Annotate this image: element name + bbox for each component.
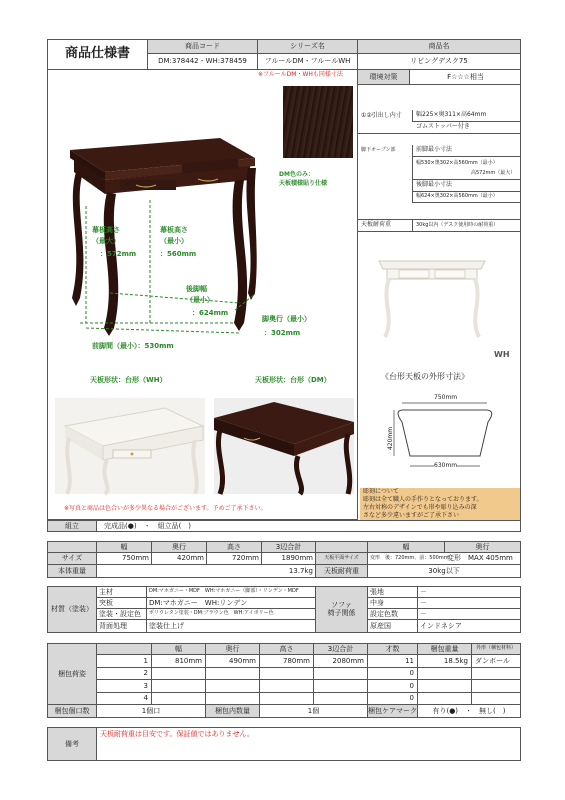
packing-cell-cube: 0 xyxy=(368,680,418,693)
product-name: リビングデスク75 xyxy=(410,57,468,66)
packing-cell-n: 2 xyxy=(97,668,152,681)
packing-cell-sum xyxy=(314,693,368,706)
dims-note: ※フルールDM・WHも同様寸法 xyxy=(258,71,343,78)
outline-top: 750mm xyxy=(434,394,458,401)
inner-label: 梱包内数量 xyxy=(206,705,260,717)
sofa-v-2: － xyxy=(418,609,520,620)
packing-cell-sum: 2080mm xyxy=(314,655,368,668)
assembly-label: 組立 xyxy=(48,521,97,531)
top-load-value: 30kg以下 xyxy=(428,566,460,575)
top-size-h-d: 奥行 xyxy=(445,542,520,553)
material-k-1: 突板 xyxy=(97,598,147,609)
size-sum: 1890mm xyxy=(262,553,316,565)
front-leg-2: 高572mm（最大） xyxy=(413,169,521,180)
carving-line-3: さなど多少違いますがご了承下さい xyxy=(363,512,460,519)
sofa-label-2: 椅子関係 xyxy=(327,609,356,618)
packing-cell-mat xyxy=(472,668,520,681)
series-name: フルールDM・フルールWH xyxy=(258,54,358,69)
outline-bottom: 630mm xyxy=(434,462,458,469)
packing-cell-sum xyxy=(314,680,368,693)
front-leg-1: 幅530×奥302×高560mm（最小） xyxy=(416,159,498,166)
sofa-v-1: － xyxy=(418,598,520,609)
drawer-label: ①②引出し内寸 xyxy=(358,110,413,122)
packing-cell-d xyxy=(206,680,260,693)
drawer-value: 幅225×奥311×高64mm xyxy=(413,110,521,122)
size-h-w: 幅 xyxy=(97,542,152,553)
packing-cell-d xyxy=(206,693,260,706)
pack-count-label: 梱包個口数 xyxy=(48,705,97,717)
front-height-label-2: （最大） xyxy=(92,237,120,245)
series-label: シリーズ名 xyxy=(258,40,358,54)
size-h-h: 高さ xyxy=(207,542,262,553)
packing-cell-h xyxy=(260,693,314,706)
packing-h-cube: 才数 xyxy=(368,644,418,655)
packing-cell-h xyxy=(260,680,314,693)
packing-cell-mat xyxy=(472,680,520,693)
top-size-h-w: 幅 xyxy=(368,542,445,553)
top-size-corner xyxy=(316,542,368,553)
top-size-label: 天板平面サイズ xyxy=(316,553,368,565)
top-size-sub: 変形 後：720mm、前：500mm xyxy=(368,553,445,565)
mid-height-value: ：560mm xyxy=(160,250,197,258)
open-label: 脚下オープン部 xyxy=(358,145,413,157)
load-label: 天板耐荷重 xyxy=(358,219,413,232)
wh-label: WH xyxy=(494,350,510,359)
product-name-label: 商品名 xyxy=(358,40,520,54)
assembly-value: 完成品(●) ・ 組立品( ) xyxy=(104,521,192,530)
outline-title: 《台形天板の外形寸法》 xyxy=(381,372,469,381)
rear-width-value: ：624mm xyxy=(192,309,229,317)
top-shape-dm: 天板形状：台形（DM） xyxy=(255,376,331,384)
material-k-0: 主材 xyxy=(97,587,147,598)
front-height-label-1: 幕板高さ xyxy=(92,226,120,234)
size-h-sum: 3辺合計 xyxy=(262,542,316,553)
size-corner xyxy=(48,542,97,553)
load-value: 30kg以内（デスク使用時の耐荷重） xyxy=(413,219,521,232)
doc-title: 商品仕様書 xyxy=(48,40,148,69)
packing-cell-weight xyxy=(418,668,472,681)
packing-cell-w xyxy=(152,693,206,706)
packing-cell-sum xyxy=(314,668,368,681)
product-code-label: 商品コード xyxy=(148,40,258,54)
size-label: サイズ xyxy=(48,553,97,565)
packing-cell-d: 490mm xyxy=(206,655,260,668)
drawer-note: ゴムストッパー付き xyxy=(413,122,521,134)
top-shape-wh: 天板形状：台形（WH） xyxy=(90,376,167,384)
weight-value: 13.7kg xyxy=(97,565,316,577)
material-v-0: DM:マホガニー・MDF WH:マホガニー（脚部）・リンデン・MDF xyxy=(147,587,316,598)
sofa-k-2: 設定色数 xyxy=(368,609,418,620)
rear-leg-1: 幅624×奥302×高560mm（最小） xyxy=(413,192,521,203)
swatch-caption-2: 天板積様貼り仕様 xyxy=(279,180,328,187)
sofa-k-3: 原産国 xyxy=(368,620,418,632)
weight-label: 本体重量 xyxy=(48,565,97,577)
desk-wh-photo xyxy=(55,398,205,494)
packing-cell-weight: 18.5kg xyxy=(418,655,472,668)
packing-cell-n: 3 xyxy=(97,680,152,693)
product-code: DM:378442・WH:378459 xyxy=(148,54,258,69)
outline-side: 420mm xyxy=(387,426,395,451)
sofa-label-1: ソファ xyxy=(331,601,352,609)
packing-h-weight: 梱包重量 xyxy=(418,644,472,655)
sofa-v-3: インドネシア xyxy=(420,621,462,630)
material-label: 材質（塗装） xyxy=(48,587,97,632)
front-width-label: 前脚間（最小）：530mm xyxy=(92,342,174,350)
wood-swatch xyxy=(283,86,353,158)
desk-wh-small-photo xyxy=(373,247,491,337)
swatch-caption-1: DM色のみ： xyxy=(279,171,314,178)
front-leg-label: 前脚最小寸法 xyxy=(413,145,521,157)
depth-label: 脚奥行（最小） xyxy=(262,315,311,323)
size-w: 750mm xyxy=(97,553,152,565)
remarks-text: 天板耐荷重は目安です。保証値ではありません。 xyxy=(100,730,254,738)
packing-cell-cube: 11 xyxy=(368,655,418,668)
carving-line-2: 左右対称のデザインでも形や彫り込みの深 xyxy=(363,504,477,511)
material-v-3: 塗装仕上げ xyxy=(147,620,316,632)
env-label: 環境対策 xyxy=(358,70,410,85)
carving-title: 彫刻について xyxy=(363,488,399,495)
packing-h-mat: 外形（梱包材料） xyxy=(472,644,520,655)
drawer-row-rule xyxy=(358,133,413,134)
inner-count: 1個 xyxy=(260,705,368,717)
packing-h-w: 幅 xyxy=(152,644,206,655)
top-load-label: 天板耐荷重 xyxy=(316,565,368,577)
material-k-2: 塗装・設定色 xyxy=(97,609,147,620)
care-label: 梱包ケアマーク xyxy=(368,705,418,717)
desk-dm-photo xyxy=(214,398,354,494)
care-value: 有り(●) ・ 無し( ) xyxy=(432,706,506,715)
packing-cell-h xyxy=(260,668,314,681)
sofa-k-0: 張地 xyxy=(368,587,418,598)
mid-height-label-2: （最小） xyxy=(160,237,188,245)
packing-cell-mat xyxy=(472,693,520,706)
top-size-val: 変形 MAX 405mm xyxy=(445,553,520,565)
photo-note: ※写真と商品は色合いが多少異なる場合がございます。予めご了承下さい。 xyxy=(64,505,267,512)
packing-h-n xyxy=(97,644,152,655)
packing-label: 梱包荷姿 xyxy=(48,644,97,705)
depth-value: ：302mm xyxy=(264,329,301,337)
packing-cell-n: 1 xyxy=(97,655,152,668)
packing-cell-weight xyxy=(418,680,472,693)
mid-height-label-1: 幕板高さ xyxy=(160,226,188,234)
rear-width-label-1: 後脚幅 xyxy=(186,285,207,293)
packing-cell-h: 780mm xyxy=(260,655,314,668)
packing-cell-d xyxy=(206,668,260,681)
carving-line-1: 彫刻は全て職人の手作りとなっております。 xyxy=(363,496,483,503)
front-height-value: ：572mm xyxy=(100,250,137,258)
packing-cell-w xyxy=(152,668,206,681)
material-v-1: DM:マホガニー WH:リンデン xyxy=(147,598,316,609)
material-v-2: ポリウレタン塗装・DM:ブラウン色 WH:アイボリー色 xyxy=(147,609,316,620)
env-value: F☆☆☆相当 xyxy=(410,70,521,85)
open-label-rule xyxy=(358,157,413,203)
size-h: 720mm xyxy=(207,553,262,565)
pack-count: 1個口 xyxy=(97,705,206,717)
sofa-v-0: － xyxy=(418,587,520,598)
packing-cell-mat: ダンボール xyxy=(472,655,520,668)
packing-h-d: 奥行 xyxy=(206,644,260,655)
sofa-k-1: 中身 xyxy=(368,598,418,609)
remarks-label: 備考 xyxy=(48,728,97,760)
packing-cell-cube: 0 xyxy=(368,693,418,706)
packing-cell-n: 4 xyxy=(97,693,152,706)
packing-h-h: 高さ xyxy=(260,644,314,655)
rear-width-label-2: （最小） xyxy=(186,296,214,304)
material-k-3: 背面処理 xyxy=(97,620,147,632)
packing-cell-cube: 0 xyxy=(368,668,418,681)
size-h-d: 奥行 xyxy=(152,542,207,553)
packing-h-sum: 3辺合計 xyxy=(314,644,368,655)
size-d: 420mm xyxy=(152,553,207,565)
packing-cell-weight xyxy=(418,693,472,706)
packing-cell-w: 810mm xyxy=(152,655,206,668)
sofa-label xyxy=(316,587,368,632)
packing-cell-w xyxy=(152,680,206,693)
rear-leg-label: 後脚最小寸法 xyxy=(413,180,521,192)
